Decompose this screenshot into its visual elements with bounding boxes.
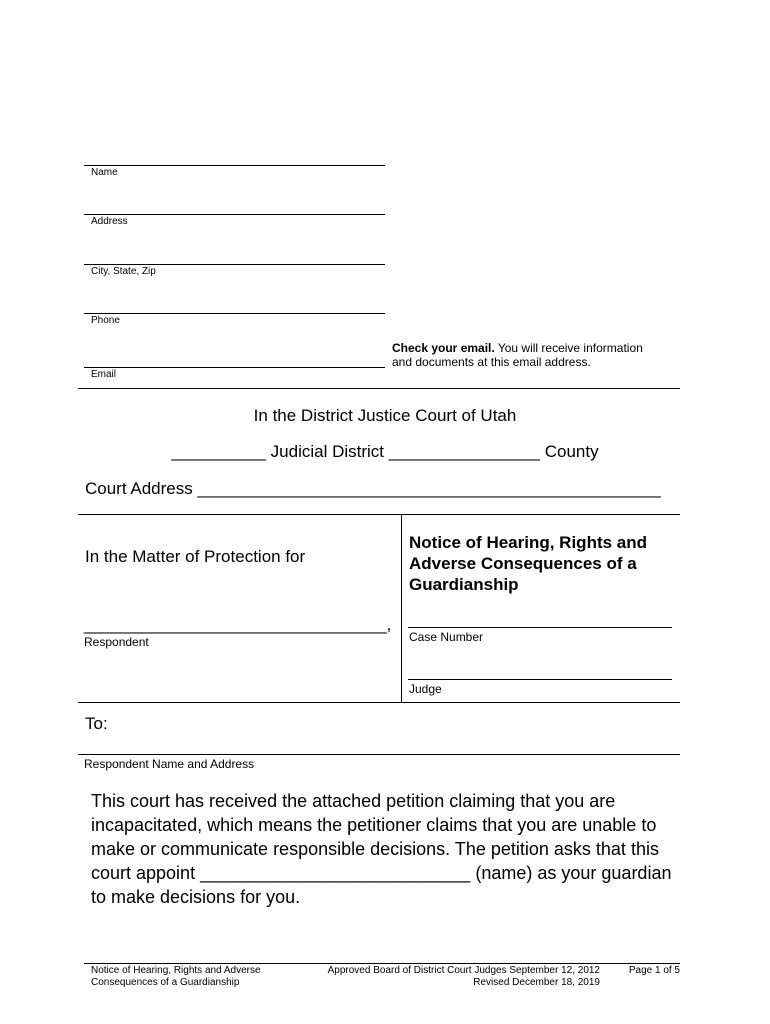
footer-form-title: Notice of Hearing, Rights and Adverse Consequences of a Guardianship <box>91 965 261 988</box>
document-title: Notice of Hearing, Rights and Adverse Consequences of a Guardianship <box>409 533 648 594</box>
matter-of-label: In the Matter of Protection for <box>85 547 306 566</box>
footer-approved: Approved Board of District Court Judges September 12, 2012 <box>327 965 600 976</box>
address-label: Address <box>91 216 128 227</box>
city-state-zip-line <box>84 264 385 265</box>
notice-paragraph: This court has received the attached petition claiming that you are incapacitated, which means the petitioner claims that you are unable to make or communicate responsible decisions. The petition asks that this court appoint ___________________________ (name) as your guardian to make decisions for you. <box>91 791 672 907</box>
court-address-label: Court Address <box>85 479 193 498</box>
caption-bottom-border <box>78 702 680 703</box>
email-note-bold: Check your email. <box>392 341 495 355</box>
name-line <box>84 165 385 166</box>
judicial-district-line: __________ Judicial District ________________ County <box>171 442 599 461</box>
respondent-label: Respondent <box>84 635 149 649</box>
court-address-blank[interactable]: _________________________________________________ <box>197 479 661 498</box>
city-state-zip-label: City, State, Zip <box>91 266 156 277</box>
phone-label: Phone <box>91 315 120 326</box>
court-title: In the District Justice Court of Utah <box>253 406 517 425</box>
case-number-label: Case Number <box>409 630 484 644</box>
caption-divider <box>401 514 402 703</box>
footer-page-number: Page 1 of 5 <box>628 965 680 976</box>
judge-line <box>408 679 672 680</box>
to-label: To: <box>85 714 108 733</box>
court-address-row <box>85 479 661 499</box>
footer-revised: Revised December 18, 2019 <box>473 977 600 988</box>
address-line <box>84 214 385 215</box>
caption-top-border <box>78 514 680 515</box>
email-note <box>392 341 662 369</box>
name-label: Name <box>91 167 118 178</box>
email-label: Email <box>91 369 117 380</box>
header-divider <box>78 388 680 389</box>
email-note-text: You will receive information and documents at this email address. <box>392 341 643 369</box>
phone-line <box>84 313 385 314</box>
case-number-line <box>408 627 672 628</box>
respondent-name-address-label: Respondent Name and Address <box>84 757 255 771</box>
respondent-address-line <box>78 754 680 755</box>
respondent-blank[interactable]: ________________________________, <box>84 615 392 634</box>
footer-divider <box>84 963 680 964</box>
judge-label: Judge <box>409 682 442 696</box>
email-line <box>84 367 385 368</box>
